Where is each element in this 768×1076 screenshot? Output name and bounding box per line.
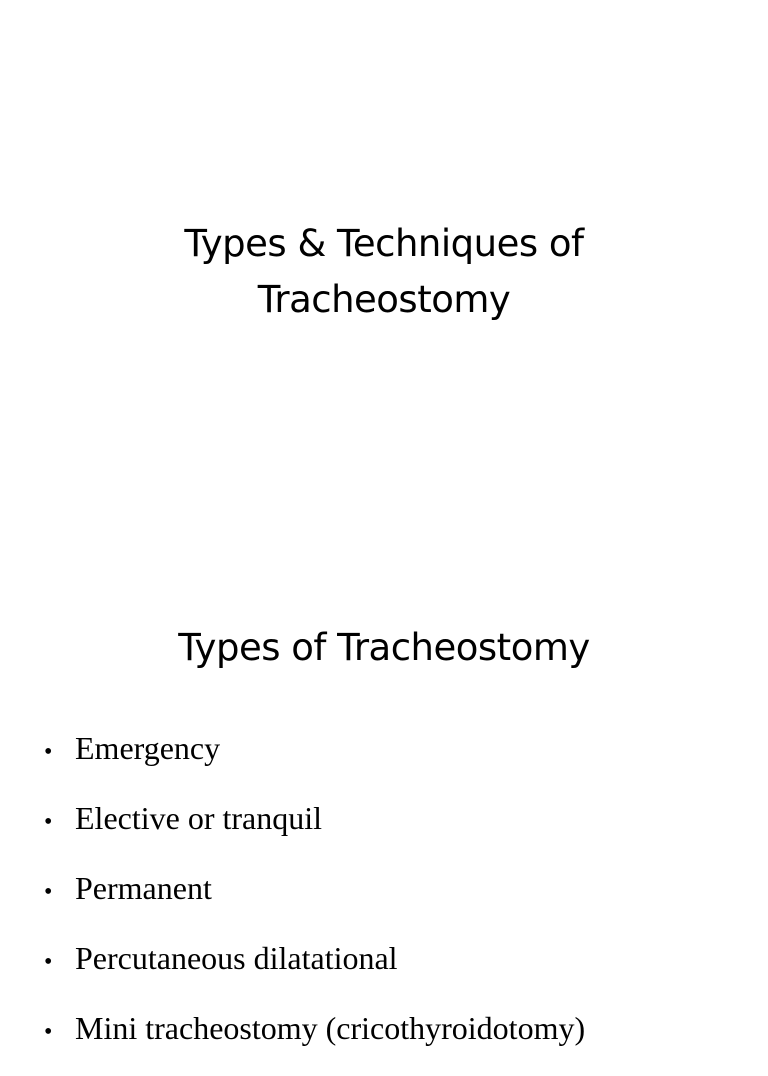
list-item xyxy=(44,936,585,1006)
list-item xyxy=(44,866,585,936)
list-item-text: Permanent xyxy=(75,870,212,906)
slide-title-line-2: Tracheostomy xyxy=(257,278,511,321)
bullet-icon: • xyxy=(44,879,53,905)
list-item-text: Mini tracheostomy (cricothyroidotomy) xyxy=(75,1010,586,1046)
list-item-text: Elective or tranquil xyxy=(75,800,323,836)
slide-title xyxy=(0,216,768,328)
list-item xyxy=(44,796,585,866)
bullet-icon: • xyxy=(44,809,53,835)
slide-heading: Types of Tracheostomy xyxy=(178,626,590,669)
bullet-icon: • xyxy=(44,739,53,765)
bullet-list xyxy=(44,726,585,1076)
types-slide xyxy=(0,576,768,1046)
bullet-icon: • xyxy=(44,1019,53,1045)
list-item xyxy=(44,726,585,796)
bullet-icon: • xyxy=(44,949,53,975)
list-item-text: Emergency xyxy=(75,730,221,766)
slide-title-line-1: Types & Techniques of xyxy=(184,222,584,265)
list-item-text: Percutaneous dilatational xyxy=(75,940,398,976)
list-item xyxy=(44,1006,585,1076)
